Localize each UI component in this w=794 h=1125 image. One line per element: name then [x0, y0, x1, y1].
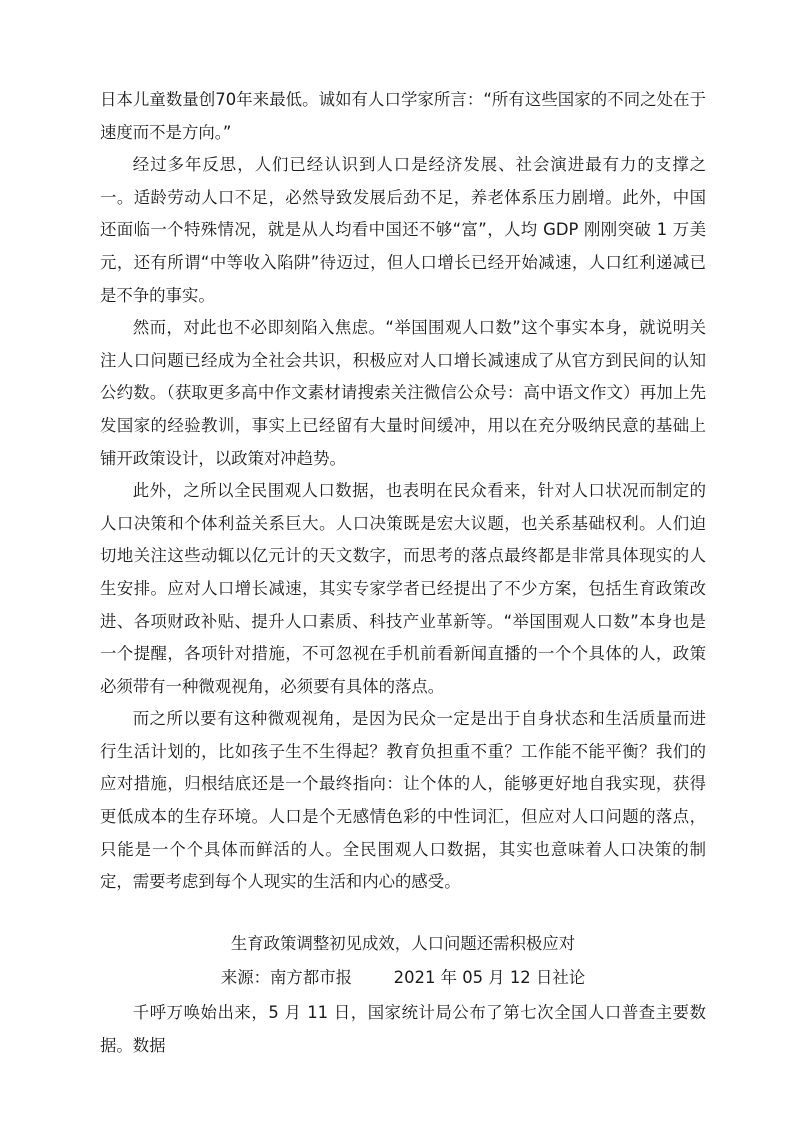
article-body	[100, 997, 706, 1062]
paragraph-continuation: 日本儿童数量创70年来最低。诚如有人口学家所言：“所有这些国家的不同之处在于速度而不是方向。”	[100, 90, 706, 142]
paragraph-public-attention: 此外，之所以全民围观人口数据，也表明在民众看来，针对人口状况而制定的人口决策和个体利益关系巨大。人口决策既是宏大议题，也关系基础权利。人们迫切地关注这些动辄以亿元计的天文数字，而思考的落点最终都是非常具体现实的人生安排。应对人口增长减速，其实专家学者已经提出了不少方案，包括生育政策改进、各项财政补贴、提升人口素质、科技产业革新等。“举国围观人口数”本身也是一个提醒，各项针对措施，不可忽视在手机前看新闻直播的一个个具体的人，政策必须带有一种微观视角，必须要有具体的落点。	[100, 481, 706, 696]
paragraph-reflection: 经过多年反思，人们已经认识到人口是经济发展、社会演进最有力的支撑之一。适龄劳动人口不足，必然导致发展后劲不足，养老体系压力剧增。此外，中国还面临一个特殊情况，就是从人均看中国还不够“富”，人均 GDP 刚刚突破 1 万美元，还有所谓“中等收入陷阱”待迈过，但人口增长已经开始减速，人口红利递减已是不争的事实。	[100, 155, 706, 305]
paragraph-micro-perspective: 而之所以要有这种微观视角，是因为民众一定是出于自身状态和生活质量而进行生活计划的，比如孩子生不生得起？教育负担重不重？工作能不能平衡？我们的应对措施，归根结底还是一个最终指向：让个体的人，能够更好地自我实现，获得更低成本的生存环境。人口是个无感情色彩的中性词汇，但应对人口问题的落点，只能是一个个具体而鲜活的人。全民围观人口数据，其实也意味着人口决策的制定，需要考虑到每个人现实的生活和内心的感受。	[100, 709, 706, 892]
body-text	[100, 84, 706, 899]
article-first-paragraph: 千呼万唤始出来，5 月 11 日，国家统计局公布了第七次全国人口普查主要数据。数据	[100, 1003, 706, 1055]
article-title: 生育政策调整初见成效，人口问题还需积极应对	[230, 934, 576, 953]
article-source: 来源：南方都市报 2021 年 05 月 12 日社论	[220, 968, 586, 987]
paragraph-no-anxiety: 然而，对此也不必即刻陷入焦虑。“举国围观人口数”这个事实本身，就说明关注人口问题已经成为全社会共识，积极应对人口增长减速成了从官方到民间的认知公约数。（获取更多高中作文素材请搜索关注微信公众号：高中语文作文）再加上先发国家的经验教训，事实上已经留有大量时间缓冲，用以在充分吸纳民意的基础上铺开政策设计，以政策对冲趋势。	[100, 318, 706, 468]
